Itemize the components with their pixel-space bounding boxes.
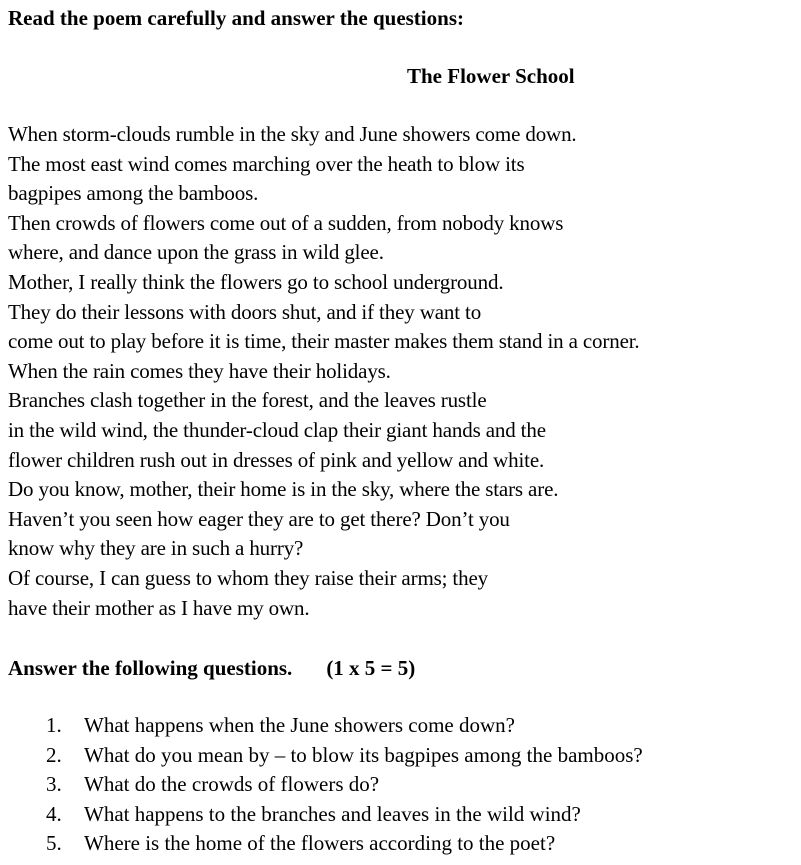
questions-heading [8, 654, 415, 682]
question-text: Where is the home of the flowers according to the poet? [84, 831, 556, 856]
poem-line: bagpipes among the bamboos. [8, 181, 259, 206]
instruction-heading: Read the poem carefully and answer the questions: [8, 6, 464, 30]
poem-line: Do you know, mother, their home is in the sky, where the stars are. [8, 477, 559, 502]
poem-title: The Flower School [407, 64, 575, 88]
poem-line: flower children rush out in dresses of pink and yellow and white. [8, 447, 545, 472]
question-text: What happens when the June showers come down? [84, 713, 515, 737]
question-text: What happens to the branches and leaves in the wild wind? [84, 801, 581, 826]
poem-line: When the rain comes they have their holidays. [8, 358, 391, 383]
poem-line: Branches clash together in the forest, and the leaves rustle [8, 388, 487, 413]
poem-line: know why they are in such a hurry? [8, 536, 304, 561]
poem-line: have their mother as I have my own. [8, 595, 310, 620]
poem-line: Mother, I really think the flowers go to school underground. [8, 269, 504, 294]
poem-line: in the wild wind, the thunder-cloud clap their giant hands and the [8, 417, 546, 442]
question-text: What do you mean by – to blow its bagpipes among the bamboos? [84, 742, 643, 767]
question-number: 4. [46, 801, 62, 826]
poem-line: Haven’t you seen how eager they are to get there? Don’t you [8, 506, 510, 531]
question-text: What do the crowds of flowers do? [84, 772, 380, 797]
poem-line: Then crowds of flowers come out of a sudden, from nobody knows [8, 210, 564, 235]
question-number: 2. [46, 742, 62, 767]
question-number: 1. [46, 713, 62, 737]
question-number: 5. [46, 831, 62, 856]
poem-body [8, 120, 640, 623]
poem-line: Of course, I can guess to whom they raise their arms; they [8, 565, 488, 590]
poem-line: They do their lessons with doors shut, and if they want to [8, 299, 482, 324]
poem-line: When storm-clouds rumble in the sky and June showers come down. [8, 122, 577, 146]
question-number: 3. [46, 772, 62, 797]
marks-allocation: (1 x 5 = 5) [326, 656, 416, 680]
poem-line: where, and dance upon the grass in wild glee. [8, 240, 384, 265]
poem-line: come out to play before it is time, their master makes them stand in a corner. [8, 329, 640, 354]
questions-heading-text: Answer the following questions. [8, 656, 293, 680]
poem-line: The most east wind comes marching over the heath to blow its [8, 151, 525, 176]
